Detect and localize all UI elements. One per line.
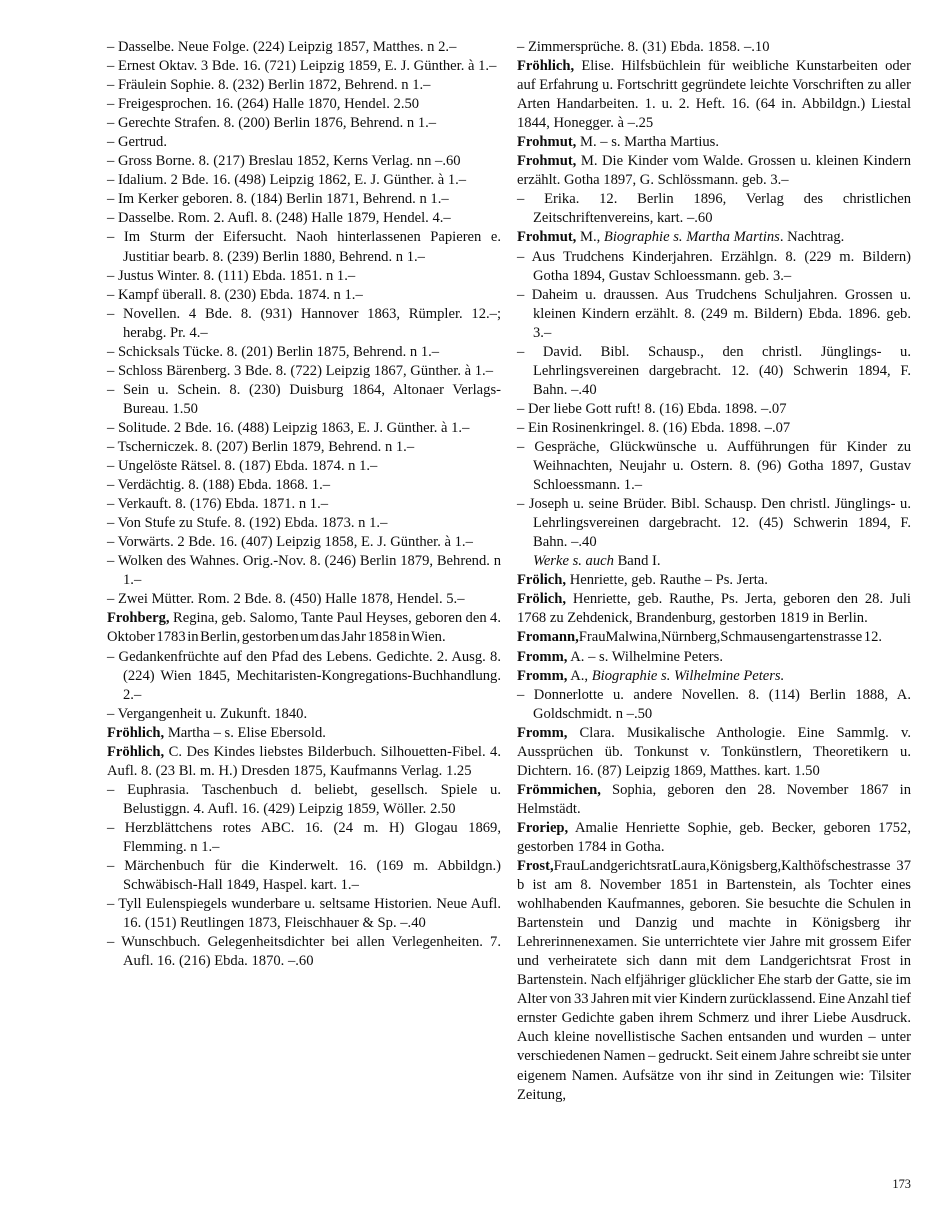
bibliography-entry bbox=[517, 228, 911, 247]
bibliography-sub-entry bbox=[107, 781, 501, 819]
entry-text: – Gerechte Strafen. 8. (200) Berlin 1876, Behrend. n 1.– bbox=[107, 115, 437, 132]
left-text-column bbox=[107, 38, 501, 1158]
bibliography-sub-entry bbox=[107, 933, 501, 971]
entry-text: – Tyll Eulenspiegels wunderbare u. seltsame Historien. Neue Aufl. 16. (151) Reutlingen 1873, Fleischhauer & Sp. –.40 bbox=[107, 896, 501, 932]
entry-text: A. – s. Wilhelmine Peters. bbox=[567, 648, 723, 665]
entry-text: – Schicksals Tücke. 8. (201) Berlin 1875, Behrend. n 1.– bbox=[107, 343, 440, 360]
bibliography-sub-entry bbox=[107, 228, 501, 266]
entry-text: – Vorwärts. 2 Bde. 16. (407) Leipzig 1858, E. J. Günther. à 1.– bbox=[107, 534, 473, 551]
bibliography-sub-entry bbox=[107, 438, 501, 457]
entry-text: – Tscherniczek. 8. (207) Berlin 1879, Behrend. n 1.– bbox=[107, 438, 415, 455]
bibliography-entry bbox=[107, 724, 501, 743]
bibliography-sub-entry bbox=[107, 57, 501, 76]
entry-text: – Daheim u. draussen. Aus Trudchens Schuljahren. Grossen u. kleinen Kindern erzählt. 8. (249 m. Bildern) Ebda. 1896. geb. 3.– bbox=[517, 286, 911, 341]
entry-text: – Erika. 12. Berlin 1896, Verlag des christlichen Zeitschriftenvereins, kart. –.60 bbox=[517, 191, 911, 227]
entry-text: – Ernest Oktav. 3 Bde. 16. (721) Leipzig 1859, E. J. Günther. à 1.– bbox=[107, 58, 497, 75]
bibliography-sub-entry bbox=[107, 343, 501, 362]
entry-text: – Im Kerker geboren. 8. (184) Berlin 1871, Behrend. n 1.– bbox=[107, 191, 449, 208]
entry-text: M. Die Kinder vom Walde. Grossen u. kleinen Kindern erzählt. Gotha 1897, G. Schlössmann. geb. 3.– bbox=[517, 153, 911, 189]
entry-text: – Wunschbuch. Gelegenheitsdichter bei allen Verlegenheiten. 7. Aufl. 16. (216) Ebda. 1870. –.60 bbox=[107, 934, 501, 970]
bibliography-sub-entry bbox=[107, 38, 501, 57]
entry-text: C. Des Kindes liebstes Bilderbuch. Silhouetten-Fibel. 4. Aufl. 8. (23 Bl. m. H.) Dresden 1875, Kaufmanns Verlag. 1.25 bbox=[107, 743, 501, 779]
entry-text: Henriette, geb. Rauthe, Ps. Jerta, geboren den 28. Juli 1768 zu Zehdenick, Brandenburg, gestorben 1819 in Berlin. bbox=[517, 591, 911, 627]
entry-text: – Vergangenheit u. Zukunft. 1840. bbox=[107, 705, 308, 722]
bibliography-sub-entry bbox=[107, 362, 501, 381]
bibliography-sub-entry bbox=[107, 209, 501, 228]
entry-text: – Ein Rosinenkringel. 8. (16) Ebda. 1898. –.07 bbox=[517, 419, 791, 436]
entry-headword: Fromm, bbox=[517, 648, 568, 665]
entry-text: – Freigesprochen. 16. (264) Halle 1870, Hendel. 2.50 bbox=[107, 96, 420, 113]
bibliography-sub-entry bbox=[107, 171, 501, 190]
entry-text: – Der liebe Gott ruft! 8. (16) Ebda. 1898. –.07 bbox=[517, 400, 787, 417]
entry-headword: Frohberg, bbox=[107, 610, 170, 627]
entry-text: – Solitude. 2 Bde. 16. (488) Leipzig 1863, E. J. Günther. à 1.– bbox=[107, 419, 470, 436]
entry-headword: Frost, bbox=[517, 858, 554, 875]
entry-text: M. – s. Martha Martius. bbox=[576, 134, 720, 151]
entry-headword: Frohmut, bbox=[517, 153, 577, 170]
entry-text: Clara. Musikalische Anthologie. Eine Sammlg. v. Aussprüchen üb. Tonkunst v. Tonkünstlern, Theoretikern u. Dichtern. 16. (87) Leipzig 1869, Matthes. kart. 1.50 bbox=[517, 724, 911, 779]
bibliography-sub-entry bbox=[517, 400, 911, 419]
bibliography-sub-entry bbox=[107, 133, 501, 152]
entry-text: – Gespräche, Glückwünsche u. Aufführungen für Kinder zu Weihnachten, Neujahr u. Ostern. 8. (96) Gotha 1897, Gustav Schloessmann. 1.– bbox=[517, 438, 911, 494]
entry-italic-reference: Biographie s. Martha Martins bbox=[603, 229, 780, 246]
entry-headword: Fröhlich, bbox=[107, 724, 165, 741]
bibliography-sub-entry bbox=[107, 152, 501, 171]
entry-headword: Fröhlich, bbox=[517, 58, 575, 75]
entry-text: A., bbox=[567, 667, 592, 684]
bibliography-sub-entry bbox=[517, 438, 911, 495]
bibliography-entry bbox=[517, 57, 911, 133]
entry-text: – Novellen. 4 Bde. 8. (931) Hannover 1863, Rümpler. 12.–; herabg. Pr. 4.– bbox=[107, 305, 501, 341]
entry-headword: Fröhlich, bbox=[107, 743, 165, 760]
bibliography-sub-entry bbox=[107, 705, 501, 724]
entry-text: Elise. Hilfsbüchlein für weibliche Kunstarbeiten oder auf Erfahrung u. Fortschritt gegründete leichte Vorschriften zu aller Arten Handarbeiten. 1. u. 2. Heft. 16. (64 in. Abbildgn.) Liestal 1844, Honegger. à –.25 bbox=[517, 58, 911, 132]
entry-text: – Gross Borne. 8. (217) Breslau 1852, Kerns Verlag. nn –.60 bbox=[107, 153, 461, 170]
bibliography-entry bbox=[517, 819, 911, 857]
entry-text: – Ungelöste Rätsel. 8. (187) Ebda. 1874. n 1.– bbox=[107, 458, 378, 475]
entry-headword: Fromm, bbox=[517, 724, 568, 741]
entry-headword: Frohmut, bbox=[517, 229, 577, 246]
entry-text: – Von Stufe zu Stufe. 8. (192) Ebda. 1873. n 1.– bbox=[107, 515, 388, 532]
bibliography-sub-entry bbox=[107, 76, 501, 95]
entry-text: – Schloss Bärenberg. 3 Bde. 8. (722) Leipzig 1867, Günther. à 1.– bbox=[107, 362, 493, 379]
entry-text: – Gedankenfrüchte auf den Pfad des Lebens. Gedichte. 2. Ausg. 8. (224) Wien 1845, Mechitaristen-Kongregations-Buchhandlung. 2.– bbox=[107, 648, 501, 703]
bibliography-sub-entry bbox=[107, 590, 501, 609]
bibliography-sub-entry bbox=[107, 819, 501, 857]
bibliography-sub-entry bbox=[107, 305, 501, 343]
entry-italic-reference: Biographie s. Wilhelmine Peters. bbox=[591, 667, 785, 684]
bibliography-entry bbox=[517, 857, 911, 1105]
entry-headword: Fromm, bbox=[517, 667, 568, 684]
bibliography-sub-entry bbox=[517, 248, 911, 286]
bibliography-entry bbox=[517, 724, 911, 781]
entry-text-trailing: . Nachtrag. bbox=[779, 229, 845, 246]
bibliography-entry bbox=[517, 571, 911, 590]
bibliography-sub-entry bbox=[107, 190, 501, 209]
bibliography-sub-entry bbox=[107, 895, 501, 933]
bibliography-sub-entry bbox=[107, 552, 501, 590]
entry-text: – Donnerlotte u. andere Novellen. 8. (114) Berlin 1888, A. Goldschmidt. n –.50 bbox=[517, 686, 911, 722]
bibliography-entry bbox=[517, 667, 911, 686]
entry-text-trailing: Band I. bbox=[613, 553, 661, 570]
entry-text: – Sein u. Schein. 8. (230) Duisburg 1864, Altonaer Verlags-Bureau. 1.50 bbox=[107, 381, 501, 417]
entry-headword: Froriep, bbox=[517, 819, 569, 836]
bibliography-sub-entry bbox=[107, 267, 501, 286]
entry-text: – Aus Trudchens Kinderjahren. Erzählgn. 8. (229 m. Bildern) Gotha 1894, Gustav Schloessmann. geb. 3.– bbox=[517, 248, 911, 284]
entry-text: – Verkauft. 8. (176) Ebda. 1871. n 1.– bbox=[107, 496, 329, 513]
entry-text: – Justus Winter. 8. (111) Ebda. 1851. n 1.– bbox=[107, 267, 356, 284]
entry-text: – Gertrud. bbox=[107, 134, 167, 151]
bibliography-sub-entry bbox=[107, 857, 501, 895]
bibliography-sub-entry bbox=[517, 38, 911, 57]
entry-text: – Zimmersprüche. 8. (31) Ebda. 1858. –.10 bbox=[517, 39, 770, 55]
bibliography-sub-entry bbox=[517, 495, 911, 552]
bibliography-entry bbox=[517, 590, 911, 628]
bibliography-sub-entry bbox=[107, 419, 501, 438]
entry-headword: Frömmichen, bbox=[517, 781, 601, 798]
bibliography-sub-entry bbox=[517, 686, 911, 724]
entry-text: M., bbox=[576, 229, 604, 246]
entry-text: – Verdächtig. 8. (188) Ebda. 1868. 1.– bbox=[107, 477, 331, 494]
right-text-column bbox=[517, 38, 911, 1158]
bibliography-entry bbox=[517, 648, 911, 667]
bibliography-sub-entry bbox=[107, 533, 501, 552]
bibliography-sub-entry bbox=[107, 286, 501, 305]
bibliography-entry bbox=[107, 609, 501, 647]
bibliography-entry bbox=[517, 152, 911, 190]
entry-text: – Im Sturm der Eifersucht. Naoh hinterlassenen Papieren e. Justitiar bearb. 8. (239) Berlin 1880, Behrend. n 1.– bbox=[107, 229, 501, 265]
entry-text: – Dasselbe. Neue Folge. (224) Leipzig 1857, Matthes. n 2.– bbox=[107, 39, 457, 55]
bibliography-entry bbox=[517, 628, 911, 647]
page-number: 173 bbox=[892, 1177, 911, 1191]
entry-text: Amalie Henriette Sophie, geb. Becker, geboren 1752, gestorben 1784 in Gotha. bbox=[517, 819, 911, 855]
entry-text: Regina, geb. Salomo, Tante Paul Heyses, geboren den 4. Oktober 1783 in Berlin, gestorben um das Jahr 1858 in Wien. bbox=[107, 610, 501, 646]
entry-headword: Frohmut, bbox=[517, 134, 577, 151]
bibliography-entry bbox=[517, 781, 911, 819]
bibliography-sub-entry bbox=[107, 514, 501, 533]
entry-text: – Herzblättchens rotes ABC. 16. (24 m. H) Glogau 1869, Flemming. n 1.– bbox=[107, 819, 501, 855]
entry-text: – Zwei Mütter. Rom. 2 Bde. 8. (450) Halle 1878, Hendel. 5.– bbox=[107, 591, 465, 608]
bibliography-sub-entry bbox=[107, 381, 501, 419]
bibliography-sub-entry bbox=[107, 648, 501, 705]
bibliography-entry bbox=[107, 743, 501, 781]
entry-text: – Märchenbuch für die Kinderwelt. 16. (169 m. Abbildgn.) Schwäbisch-Hall 1849, Haspel. kart. 1.– bbox=[107, 858, 501, 894]
bibliography-sub-entry bbox=[107, 114, 501, 133]
entry-text: Martha – s. Elise Ebersold. bbox=[164, 724, 326, 741]
entry-text: – Kampf überall. 8. (230) Ebda. 1874. n 1.– bbox=[107, 286, 363, 303]
bibliography-sub-entry bbox=[107, 457, 501, 476]
entry-text: Sophia, geboren den 28. November 1867 in Helmstädt. bbox=[517, 781, 911, 817]
bibliography-sub-entry bbox=[107, 95, 501, 114]
bibliography-sub-entry bbox=[107, 476, 501, 495]
entry-text: – David. Bibl. Schausp., den christl. Jünglings- u. Lehrlingsvereinen dargebracht. 12. (40) Schwerin 1894, F. Bahn. –.40 bbox=[517, 343, 911, 398]
two-column-body bbox=[107, 38, 911, 1158]
entry-text: – Dasselbe. Rom. 2. Aufl. 8. (248) Halle 1879, Hendel. 4.– bbox=[107, 210, 451, 227]
entry-continuation-note bbox=[517, 552, 911, 571]
bibliography-sub-entry bbox=[517, 343, 911, 400]
entry-text: FrauLandgerichtsratLaura,Königsberg,Kalthöfschestrasse 37 b ist am 8. November 1851 in Bartenstein, als Tochter eines wohlhabenden Kaufmannes, geboren. Sie besuchte die Schulen in Bartenstein und Danzig und machte in Königsberg ihr Lehrerinnenexamen. Sie unterrichtete vier Jahre mit grossem Eifer und verheiratete sich dann mit dem Landgerichtsrat Frost in Bartenstein. Nach elfjähriger glücklicher Ehe starb der Gatte, sie im Alter von 33 Jahren mit vier Kindern zurücklassend. Eine Anzahl tief ernster Gedichte gaben ihrem Schmerz und ihrer Liebe Ausdruck. Auch kleine novellistische Sachen entsanden und wurden – unter verschiedenen Namen – gedruckt. Seit einem Jahre schreibt sie unter eigenem Namen. Aufsätze von ihr sind in Zeitungen wie: Tilsiter Zeitung, bbox=[517, 858, 911, 1103]
bibliography-sub-entry bbox=[517, 419, 911, 438]
entry-text: – Joseph u. seine Brüder. Bibl. Schausp. Den christl. Jünglings- u. Lehrlingsvereinen dargebracht. 12. (45) Schwerin 1894, F. Bahn. –.40 bbox=[517, 496, 911, 551]
entry-headword: Fromann, bbox=[517, 629, 579, 646]
entry-text: – Wolken des Wahnes. Orig.-Nov. 8. (246) Berlin 1879, Behrend. n 1.– bbox=[107, 553, 501, 589]
entry-headword: Frölich, bbox=[517, 572, 567, 589]
entry-text: Henriette, geb. Rauthe – Ps. Jerta. bbox=[566, 572, 768, 589]
entry-headword: Frölich, bbox=[517, 591, 567, 608]
entry-text: FrauMalwina,Nürnberg,Schmausengartenstrasse 12. bbox=[578, 629, 883, 646]
entry-text: – Fräulein Sophie. 8. (232) Berlin 1872, Behrend. n 1.– bbox=[107, 77, 431, 94]
entry-text: – Euphrasia. Taschenbuch d. beliebt, gesellsch. Spiele u. Belustiggn. 4. Aufl. 16. (429) Leipzig 1859, Wöller. 2.50 bbox=[107, 781, 501, 817]
bibliography-entry bbox=[517, 133, 911, 152]
entry-text: – Idalium. 2 Bde. 16. (498) Leipzig 1862, E. J. Günther. à 1.– bbox=[107, 172, 467, 189]
bibliography-sub-entry bbox=[517, 286, 911, 343]
entry-italic-reference: Werke s. auch bbox=[533, 553, 614, 570]
bibliography-sub-entry bbox=[107, 495, 501, 514]
bibliography-sub-entry bbox=[517, 190, 911, 228]
